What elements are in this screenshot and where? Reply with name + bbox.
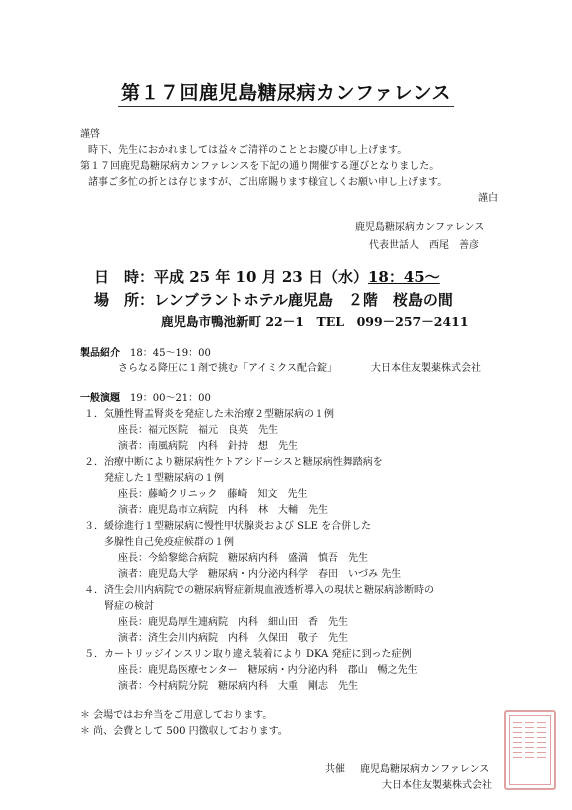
talk-speaker: 演者：南風病院 内科 針持 想 先生 — [118, 441, 298, 452]
venue-row — [94, 289, 453, 310]
product-row — [80, 344, 211, 359]
body-line: 諸事ご多忙の折とは存じますが、ご出席賜ります様宜しくお願い申し上げます。 — [88, 177, 448, 188]
body-line: 時下、先生におかれましては益々ご清祥のこととお慶び申し上げます。 — [88, 145, 408, 156]
product-desc: さらなる降圧に１剤で挑む「アイミクス配合錠」 — [118, 363, 337, 374]
seal-stamp — [504, 710, 556, 790]
talk-speaker: 演者：済生会川内病院 内科 久保田 敬子 先生 — [118, 633, 348, 644]
organizer-rep: 代表世話人 西尾 善彦 — [369, 240, 479, 251]
talk-title: ４．済生会川内病院での糖尿病腎症新規血液透析導入の現状と糖尿病診断時の — [84, 585, 434, 596]
talk-chair: 座長：福元医院 福元 良英 先生 — [118, 425, 278, 436]
talk-title: ２．治療中断により糖尿病性ケトアシドーシスと糖尿病性舞踏病を — [84, 457, 383, 468]
salutation: 謹啓 — [80, 129, 100, 140]
note: ＊ 会場ではお弁当をご用意しております。 — [80, 710, 273, 721]
date-row — [94, 266, 440, 287]
date-time: 18：45～ — [367, 268, 440, 286]
closing: 謹白 — [478, 193, 498, 204]
talk-chair: 座長：鹿児島医療センター 糖尿病・内分泌内科 郡山 暢之先生 — [118, 665, 418, 676]
general-time: 19：00～21：00 — [130, 393, 211, 404]
date-label: 日 時： — [94, 268, 155, 286]
general-row — [80, 389, 211, 404]
title-underline — [118, 106, 454, 107]
venue-text: レンブラントホテル鹿児島 ２階 桜島の間 — [154, 291, 453, 309]
talk-title-cont: 発症した１型糖尿病の１例 — [104, 473, 224, 484]
venue-address: 鹿児島市鴨池新町 22－1 TEL 099－257－2411 — [161, 314, 469, 329]
talk-title: ５．カートリッジインスリン取り違え装着により DKA 発症に到った症例 — [84, 649, 412, 660]
talk-speaker: 演者：今村病院分院 糖尿病内科 大重 剛志 先生 — [118, 681, 358, 692]
talk-speaker: 演者：鹿児島市立病院 内科 林 大輔 先生 — [118, 505, 328, 516]
product-time: 18：45～19：00 — [130, 348, 211, 359]
product-company: 大日本住友製薬株式会社 — [371, 363, 481, 374]
talk-speaker: 演者：鹿児島大学 糖尿病・内分泌内科学 春田 いづみ 先生 — [118, 569, 402, 580]
page-title: 第１７回鹿児島糖尿病カンファレンス — [120, 82, 452, 104]
cosponsor-org: 鹿児島糖尿病カンファレンス — [360, 764, 490, 775]
note: ＊ 尚、会費として 500 円徴収しております。 — [80, 726, 288, 737]
talk-chair: 座長：今給黎総合病院 糖尿病内科 盛満 慎吾 先生 — [118, 553, 368, 564]
general-heading: 一般演題 — [80, 393, 120, 404]
talk-title: １．気腫性腎盂腎炎を発症した未治療２型糖尿病の１例 — [84, 409, 334, 420]
body-line: 第１７回鹿児島糖尿病カンファレンスを下記の通り開催する運びとなりました。 — [80, 161, 440, 172]
product-heading: 製品紹介 — [80, 348, 120, 359]
talk-title-cont: 腎症の検討 — [104, 601, 154, 612]
organizer-name: 鹿児島糖尿病カンファレンス — [355, 222, 485, 233]
talk-title-cont: 多腺性自己免疫症候群の１例 — [104, 537, 234, 548]
talk-title: ３．緩徐進行１型糖尿病に慢性甲状腺炎および SLE を合併した — [84, 521, 372, 532]
cosponsor-org: 大日本住友製薬株式会社 — [382, 780, 492, 791]
venue-label: 場 所： — [94, 291, 155, 309]
date-text: 平成 25 年 10 月 23 日（水） — [154, 268, 368, 286]
talk-chair: 座長：藤崎クリニック 藤崎 知文 先生 — [118, 489, 308, 500]
talk-chair: 座長：鹿児島厚生連病院 内科 細山田 香 先生 — [118, 617, 348, 628]
cosponsor-label: 共催 — [325, 764, 345, 775]
